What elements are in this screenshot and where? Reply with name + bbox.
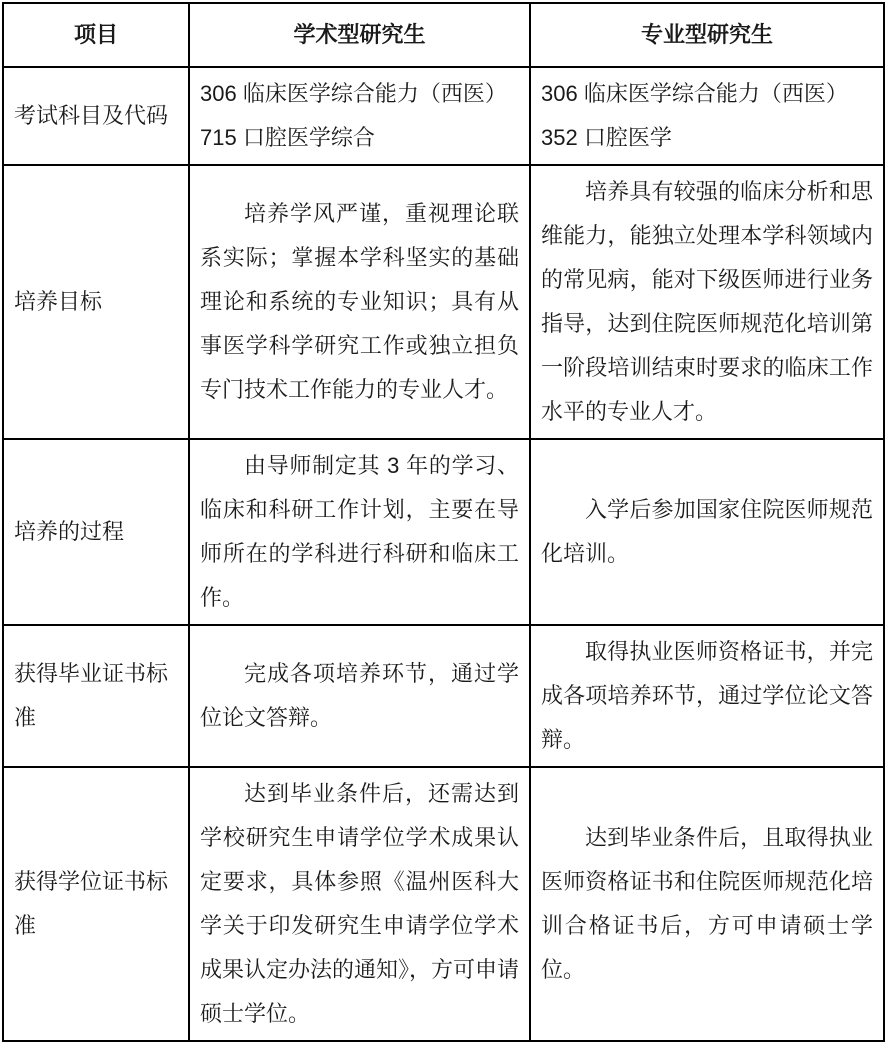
header-cell-item: 项目 xyxy=(3,3,189,67)
header-cell-professional: 专业型研究生 xyxy=(530,3,884,67)
cell-goal-professional xyxy=(530,165,884,439)
cell-diploma-academic xyxy=(189,625,530,767)
cell-process-academic xyxy=(189,439,530,625)
cell-degree-academic xyxy=(189,767,530,1041)
table-row-exam-subjects xyxy=(3,67,884,165)
program-comparison-table xyxy=(2,2,885,1042)
row-label-diploma-standard: 获得毕业证书标准 xyxy=(3,625,189,767)
row-label-training-process: 培养的过程 xyxy=(3,439,189,625)
row-label-degree-standard: 获得学位证书标准 xyxy=(3,767,189,1041)
row-label-exam-subjects: 考试科目及代码 xyxy=(3,67,189,165)
degree-professional-paragraph: 达到毕业条件后，且取得执业医师资格证书和住院医师规范化培训合格证书后，方可申请硕士学位。 xyxy=(541,825,873,982)
table-row-diploma-standard xyxy=(3,625,884,767)
diploma-academic-paragraph: 完成各项培养环节，通过学位论文答辩。 xyxy=(200,661,519,730)
cell-goal-academic xyxy=(189,165,530,439)
cell-diploma-professional xyxy=(530,625,884,767)
cell-process-professional xyxy=(530,439,884,625)
cell-exam-professional xyxy=(530,67,884,165)
process-professional-paragraph: 入学后参加国家住院医师规范化培训。 xyxy=(541,497,873,566)
table-row-training-process xyxy=(3,439,884,625)
table-header-row xyxy=(3,3,884,67)
row-label-training-goal: 培养目标 xyxy=(3,165,189,439)
header-cell-academic: 学术型研究生 xyxy=(189,3,530,67)
goal-academic-paragraph: 培养学风严谨，重视理论联系实际；掌握本学科坚实的基础理论和系统的专业知识；具有从事医学科学研究工作或独立担负专门技术工作能力的专业人才。 xyxy=(200,201,519,402)
process-academic-paragraph: 由导师制定其 3 年的学习、临床和科研工作计划，主要在导师所在的学科进行科研和临床工作。 xyxy=(200,453,519,610)
goal-professional-paragraph: 培养具有较强的临床分析和思维能力，能独立处理本学科领域内的常见病，能对下级医师进行业务指导，达到住院医师规范化培训第一阶段培训结束时要求的临床工作水平的专业人才。 xyxy=(541,179,873,424)
table-row-training-goal xyxy=(3,165,884,439)
cell-degree-professional xyxy=(530,767,884,1041)
exam-professional-line-1: 306 临床医学综合能力（西医） xyxy=(541,81,848,106)
exam-academic-line-2: 715 口腔医学综合 xyxy=(200,125,375,150)
degree-academic-paragraph: 达到毕业条件后，还需达到学校研究生申请学位学术成果认定要求，具体参照《温州医科大学关于印发研究生申请学位学术成果认定办法的通知》，方可申请硕士学位。 xyxy=(200,781,520,1026)
exam-professional-line-2: 352 口腔医学 xyxy=(541,125,672,150)
cell-exam-academic xyxy=(189,67,530,165)
diploma-professional-paragraph: 取得执业医师资格证书，并完成各项培养环节，通过学位论文答辩。 xyxy=(541,639,873,752)
table-row-degree-standard xyxy=(3,767,884,1041)
exam-academic-line-1: 306 临床医学综合能力（西医） xyxy=(200,81,507,106)
